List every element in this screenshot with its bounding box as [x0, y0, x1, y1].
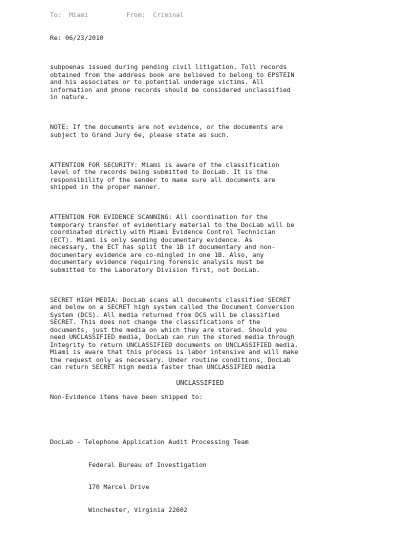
paragraph-attention-security: ATTENTION FOR SECURITY: Miami is aware of the classification level of the records being submitted to DocLab. It is the responsibility of the sender to make sure all documents are shipped in the proper manner.	[50, 161, 280, 191]
shipping-address	[50, 424, 394, 529]
paragraph-secret-high-media: SECRET HIGH MEDIA: DocLab scans all documents classified SECRET and below on a SECRET high system called the Document Conversion System (DCS). All media returned from DCS will be classified SECRET. This does not change the classifications of the documents, just the media on which they are stored. Should you need UNCLASSIFIED media, DocLab can run the stored media through Integrity to return UNCLASSIFIED documents on UNCLASSIFIED media. Miami is aware that this process is labor intensive and will make the request only as necessary. Under routine conditions, DocLab can return SECRET high media faster than UNCLASSIFIED media	[50, 296, 299, 371]
address-line-agency: Federal Bureau of Investigation	[50, 461, 207, 469]
address-line-city: Winchester, Virginia 22602	[50, 506, 188, 514]
classification-footer: UNCLASSIFIED	[176, 379, 224, 387]
paragraph-non-evidence-shipped: Non-Evidence items have been shipped to:	[50, 394, 203, 401]
memo-body	[50, 0, 394, 552]
memo-re-line: Re: 06/23/2010	[50, 34, 104, 42]
paragraph-note: NOTE: If the documents are not evidence, or the documents are subject to Grand Jury 6e, please state as such.	[50, 124, 283, 139]
paragraph-attention-evidence-scanning: ATTENTION FOR EVIDENCE SCANNING: All coordination for the temporary transfer of evidentiary material to the DocLab will be coordinated directly with Miami Evidence Control Technician (ECT). Miami is only sending documentary evidence. As necessary, the ECT has split the 1B if documentary and non- documentary evidence are co-mingled in one 1B. Also, any documentary evidence requiring forensic analysis must be submitted to the Laboratory Division first, not DocLab.	[50, 214, 295, 274]
paragraph-toll-records: subpoenas issued during pending civil litigation. Toll records obtained from the address book are believed to belong to EPSTEIN and his associates or to potential underage victims. All information and phone records should be considered unclassified in nature.	[50, 64, 295, 101]
memo-header-partial-line: To: Miami From: Criminal	[50, 12, 184, 19]
address-line-street: 170 Marcel Drive	[50, 484, 150, 491]
address-line-team: DocLab - Telephone Application Audit Processing Team	[50, 439, 249, 446]
